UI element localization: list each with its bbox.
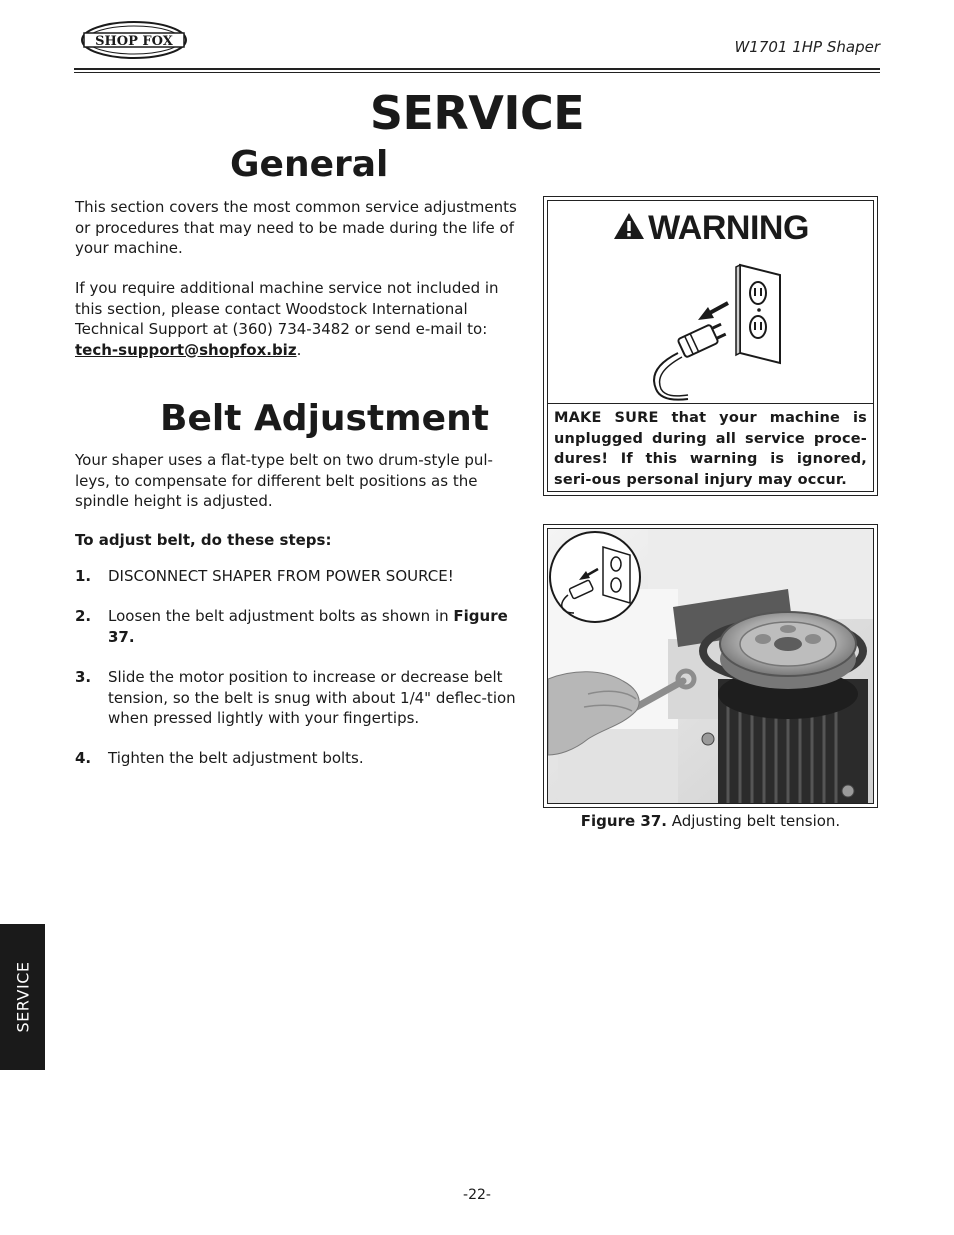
shop-fox-logo: [80, 20, 188, 60]
step-number: 4.: [75, 749, 92, 767]
belt-adjustment-heading: Belt Adjustment: [160, 398, 489, 439]
support-email-link[interactable]: tech-support@shopfox.biz: [75, 340, 297, 359]
warning-title-text: WARNING: [648, 209, 809, 247]
warning-box: [543, 196, 878, 496]
step-1: [75, 566, 525, 587]
step-text: DISCONNECT SHAPER FROM POWER SOURCE!: [108, 567, 454, 585]
figure-caption: [543, 812, 878, 830]
step-text-wrap: [108, 606, 525, 647]
logo-text: SHOP FOX: [95, 34, 173, 49]
step-number: 2.: [75, 607, 92, 625]
step-2: [75, 606, 525, 647]
figure-label: Figure 37.: [580, 812, 667, 830]
step-4: [75, 748, 525, 769]
step-text: Tighten the belt adjustment bolts.: [108, 749, 364, 767]
header-rule: [74, 68, 880, 70]
belt-intro: Your shaper uses a flat-type belt on two drum-style pul-leys, to compensate for different belt positions as the spindle height is adjusted.: [75, 451, 493, 510]
steps-heading: To adjust belt, do these steps:: [75, 531, 332, 549]
page-title: SERVICE: [369, 86, 585, 140]
figure-caption-text: Adjusting belt tension.: [666, 812, 841, 830]
figure-37-photo: [543, 524, 878, 808]
warning-triangle-icon: [612, 211, 646, 241]
figure-reference: Figure 37.: [108, 607, 508, 646]
page-number: -22-: [463, 1187, 491, 1203]
figure-37-image: [547, 528, 874, 804]
warning-inner: [547, 200, 874, 492]
step-number: 3.: [75, 668, 92, 686]
model-name: W1701 1HP Shaper: [734, 38, 880, 56]
unplug-outlet-icon: [648, 263, 788, 403]
general-heading: General: [230, 144, 389, 185]
section-side-tab: [0, 924, 45, 1070]
step-text: Slide the motor position to increase or decrease belt tension, so the belt is snug with about 1/4" deflec-tion when pressed lightly with your fingertips.: [108, 668, 516, 727]
warning-text: MAKE SURE that your machine is unplugged during all service proce-dures! If this warning is ignored, seri-ous personal injury may occur.: [554, 410, 867, 488]
step-3: [75, 667, 525, 729]
belt-adjustment-photo: [548, 529, 874, 804]
general-para-2: [75, 278, 525, 360]
general-para-2-text: If you require additional machine service not included in this section, please contact Woodstock International Technical Support at (360) 734-3482 or send e-mail to:: [75, 279, 499, 338]
general-para-1: This section covers the most common service adjustments or procedures that may need to be made during the life of your machine.: [75, 198, 517, 257]
header-rule-thin: [74, 72, 880, 73]
step-number: 1.: [75, 567, 92, 585]
step-text: Loosen the belt adjustment bolts as shown in: [108, 607, 454, 625]
warning-title: [548, 209, 873, 248]
side-tab-label: SERVICE: [13, 961, 32, 1033]
general-para-2-end: .: [296, 340, 302, 359]
warning-divider: [548, 403, 873, 404]
